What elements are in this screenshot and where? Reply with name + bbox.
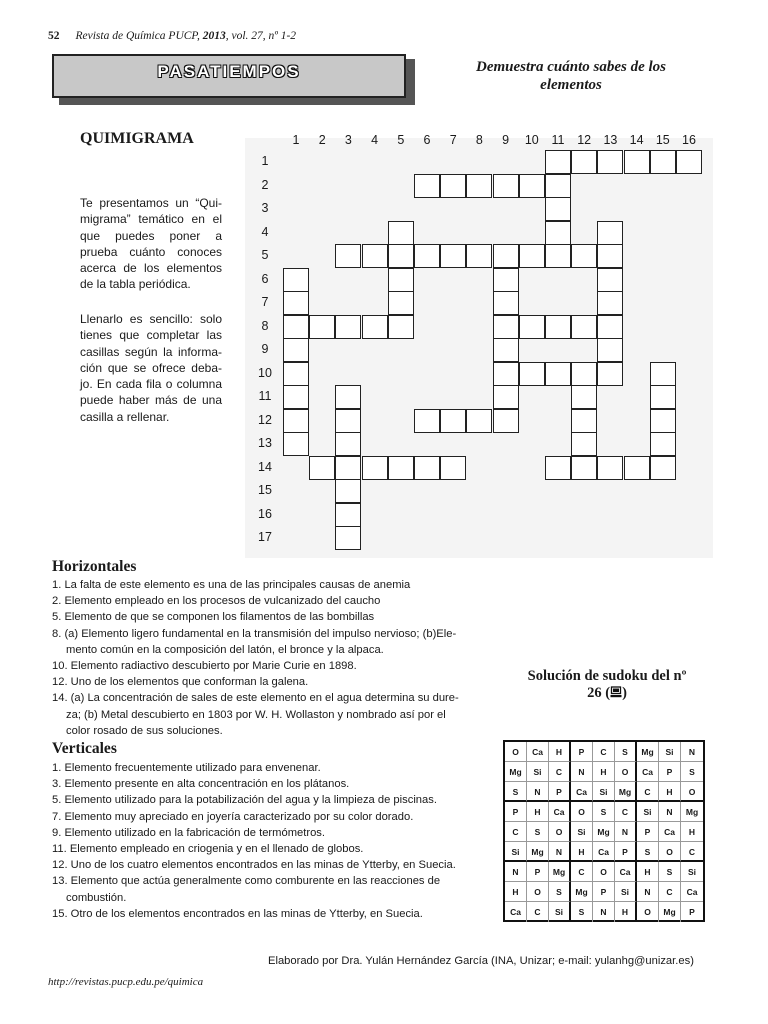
sudoku-cell: Mg — [615, 782, 637, 802]
row-number: 7 — [261, 295, 269, 309]
clue-line: 12. Uno de los cuatro elementos encontrados en las minas de Ytterby, en Suecia. — [52, 859, 456, 872]
crossword-cell[interactable] — [283, 409, 309, 433]
clue-line: 2. Elemento empleado en los procesos de vulcanizado del caucho — [52, 595, 381, 608]
sudoku-cell: Si — [549, 902, 571, 922]
sudoku-cell: Si — [505, 842, 527, 862]
sudoku-cell: Si — [659, 742, 681, 762]
crossword-cell[interactable] — [493, 385, 519, 409]
crossword-cell[interactable] — [283, 315, 309, 339]
crossword-cell[interactable] — [650, 385, 676, 409]
clue-item — [52, 609, 470, 625]
clue-line: combustión. — [66, 891, 127, 904]
sudoku-cell: Ca — [505, 902, 527, 922]
crossword-cell[interactable] — [362, 244, 388, 268]
clue-line: 1. Elemento frecuentemente utilizado para envenenar. — [52, 762, 321, 774]
journal-year: 2013 — [202, 30, 226, 42]
sudoku-cell: N — [637, 882, 659, 902]
column-number: 8 — [475, 133, 483, 147]
clue-line: color rosado de sus soluciones. — [66, 724, 223, 737]
crossword-cell[interactable] — [388, 244, 414, 268]
sudoku-cell: Si — [571, 822, 593, 842]
clue-line: za; (b) Metal descubierto en 1803 por W. H. Wollaston y nombrado así por el — [66, 708, 446, 721]
column-number: 5 — [397, 133, 405, 147]
sudoku-cell: Mg — [593, 822, 615, 842]
clue-item — [52, 841, 470, 857]
crossword-cell[interactable] — [571, 385, 597, 409]
sudoku-cell: H — [615, 902, 637, 922]
computer-icon — [610, 686, 622, 698]
row-number: 11 — [258, 389, 272, 403]
sudoku-cell: Si — [527, 762, 549, 782]
sudoku-title — [498, 668, 716, 702]
row-number: 13 — [258, 436, 272, 450]
crossword-cell[interactable] — [466, 174, 492, 198]
crossword-cell[interactable] — [335, 244, 361, 268]
sudoku-cell: C — [527, 902, 549, 922]
crossword-cell[interactable] — [493, 315, 519, 339]
sudoku-cell: Si — [637, 802, 659, 822]
crossword-cell[interactable] — [571, 362, 597, 386]
sudoku-cell: H — [593, 762, 615, 782]
clue-item — [52, 593, 470, 609]
sudoku-cell: N — [549, 842, 571, 862]
column-number: 12 — [577, 133, 592, 147]
crossword-cell[interactable] — [597, 244, 623, 268]
sudoku-cell: N — [615, 822, 637, 842]
sudoku-cell: S — [593, 802, 615, 822]
sudoku-cell: Ca — [527, 742, 549, 762]
crossword-cell[interactable] — [466, 244, 492, 268]
clue-item — [52, 760, 470, 776]
sudoku-cell: O — [549, 822, 571, 842]
crossword-cell[interactable] — [414, 409, 440, 433]
crossword-cell[interactable] — [493, 174, 519, 198]
sudoku-cell: H — [659, 782, 681, 802]
row-number: 10 — [258, 365, 272, 380]
crossword-cell[interactable] — [283, 432, 309, 456]
sudoku-title-line1: Solución de sudoku del nº — [527, 668, 687, 684]
sudoku-cell: C — [571, 862, 593, 882]
crossword-cell[interactable] — [676, 150, 702, 174]
sudoku-cell: Mg — [637, 742, 659, 762]
crossword-cell[interactable] — [335, 315, 361, 339]
sudoku-title-line2: 26 ( — [587, 685, 611, 701]
sudoku-cell: S — [505, 782, 527, 802]
sudoku-cell: O — [615, 762, 637, 782]
crossword-cell[interactable] — [624, 456, 650, 480]
crossword-cell[interactable] — [624, 150, 650, 174]
row-number: 12 — [258, 412, 272, 427]
crossword-cell[interactable] — [597, 221, 623, 245]
crossword-cell[interactable] — [466, 409, 492, 433]
crossword-background — [245, 138, 713, 558]
crossword-cell[interactable] — [571, 150, 597, 174]
sudoku-cell: P — [615, 842, 637, 862]
crossword-cell[interactable] — [309, 456, 335, 480]
sudoku-cell: Mg — [549, 862, 571, 882]
crossword-cell[interactable] — [519, 244, 545, 268]
clue-line: 8. (a) Elemento ligero fundamental en la transmisión del impulso nervioso; (b)Ele- — [52, 627, 457, 640]
clue-line: 14. (a) La concentración de sales de este elemento en el agua determina su dure- — [52, 692, 459, 705]
crossword-cell[interactable] — [283, 291, 309, 315]
sudoku-cell: Ca — [549, 802, 571, 822]
sudoku-cell: S — [527, 822, 549, 842]
row-number: 17 — [258, 530, 272, 544]
crossword-cell[interactable] — [597, 456, 623, 480]
clue-line: 3. Elemento presente en alta concentración en los plátanos. — [52, 778, 350, 791]
sudoku-cell: Ca — [571, 782, 593, 802]
sudoku-cell: S — [659, 862, 681, 882]
sudoku-cell: S — [571, 902, 593, 922]
crossword-cell[interactable] — [335, 456, 361, 480]
crossword-cell[interactable] — [545, 244, 571, 268]
column-number: 3 — [344, 133, 352, 147]
clue-line: 7. Elemento muy apreciado en joyería caracterizado por su color dorado. — [52, 810, 414, 823]
sudoku-cell: C — [615, 802, 637, 822]
sudoku-cell: P — [571, 742, 593, 762]
crossword-cell[interactable] — [493, 291, 519, 315]
sudoku-cell: O — [571, 802, 593, 822]
crossword-cell[interactable] — [650, 409, 676, 433]
journal-url: http://revistas.pucp.edu.pe/quimica — [48, 976, 204, 988]
crossword-cell[interactable] — [493, 362, 519, 386]
crossword-cell[interactable] — [440, 409, 466, 433]
sudoku-cell: S — [549, 882, 571, 902]
sudoku-cell: H — [527, 802, 549, 822]
crossword-cell[interactable] — [571, 409, 597, 433]
sudoku-cell: H — [571, 842, 593, 862]
sudoku-solution-grid — [503, 740, 705, 922]
crossword-cell[interactable] — [362, 315, 388, 339]
crossword-cell[interactable] — [545, 315, 571, 339]
sudoku-cell: N — [527, 782, 549, 802]
sudoku-cell: Si — [593, 782, 615, 802]
crossword-cell[interactable] — [388, 221, 414, 245]
sudoku-cell: H — [505, 882, 527, 902]
crossword-cell[interactable] — [283, 268, 309, 292]
crossword-cell[interactable] — [309, 315, 335, 339]
sudoku-cell: O — [681, 782, 703, 802]
clue-line: 1. La falta de este elemento es una de las principales causas de anemia — [52, 579, 411, 591]
row-number: 9 — [261, 342, 269, 356]
sudoku-cell: P — [505, 802, 527, 822]
clue-item — [52, 825, 470, 841]
sudoku-cell: Mg — [659, 902, 681, 922]
clue-line: 12. Uno de los elementos que conforman la galena. — [52, 676, 309, 689]
crossword-cell[interactable] — [440, 244, 466, 268]
sudoku-cell: Ca — [681, 882, 703, 902]
crossword-cell[interactable] — [283, 362, 309, 386]
sudoku-cell: C — [637, 782, 659, 802]
crossword-cell[interactable] — [335, 526, 361, 550]
crossword-cell[interactable] — [335, 409, 361, 433]
puzzle-title: QUIMIGRAMA — [80, 130, 194, 147]
crossword-cell[interactable] — [571, 315, 597, 339]
column-number: 6 — [423, 133, 431, 147]
crossword-cell[interactable] — [362, 456, 388, 480]
sudoku-cell: C — [659, 882, 681, 902]
clue-item — [52, 690, 470, 739]
sudoku-cell: O — [659, 842, 681, 862]
column-number: 11 — [551, 133, 565, 147]
crossword-cell[interactable] — [597, 362, 623, 386]
column-number: 13 — [603, 133, 618, 147]
crossword-cell[interactable] — [440, 174, 466, 198]
crossword-cell[interactable] — [335, 479, 361, 503]
clue-item — [52, 873, 470, 905]
sudoku-cell: Ca — [593, 842, 615, 862]
sudoku-cell: Mg — [505, 762, 527, 782]
horizontales-title: Horizontales — [52, 558, 137, 575]
instructions-paragraph: Llenarlo es sencillo: solo tienes que completar las casillas según la informa-ción que se ofrece deba-jo. En cada fila o columna puede haber más de una casilla a rellenar. — [80, 312, 222, 424]
clue-item — [52, 809, 470, 825]
row-number: 4 — [261, 224, 269, 239]
crossword-cell[interactable] — [571, 432, 597, 456]
sudoku-cell: Ca — [637, 762, 659, 782]
sudoku-cell: Si — [615, 882, 637, 902]
crossword-cell[interactable] — [519, 362, 545, 386]
clue-item — [52, 626, 470, 658]
row-number: 15 — [258, 483, 272, 497]
sudoku-cell: S — [637, 842, 659, 862]
row-number: 6 — [261, 271, 269, 286]
crossword-cell[interactable] — [571, 244, 597, 268]
column-number: 16 — [682, 133, 696, 147]
clue-item — [52, 674, 470, 690]
crossword-cell[interactable] — [545, 174, 571, 198]
column-number: 7 — [449, 133, 457, 147]
crossword-cell[interactable] — [414, 244, 440, 268]
sudoku-cell: Mg — [571, 882, 593, 902]
crossword-cell[interactable] — [597, 268, 623, 292]
sudoku-title-close: ) — [622, 685, 627, 701]
sudoku-cell: P — [527, 862, 549, 882]
crossword-cell[interactable] — [414, 456, 440, 480]
crossword-cell[interactable] — [545, 221, 571, 245]
crossword-cell[interactable] — [650, 456, 676, 480]
sudoku-cell: Mg — [527, 842, 549, 862]
crossword-cell[interactable] — [493, 268, 519, 292]
journal-volume: , vol. 27, nº 1-2 — [225, 30, 297, 42]
column-number: 1 — [292, 133, 300, 147]
crossword-cell[interactable] — [388, 291, 414, 315]
sudoku-cell: N — [659, 802, 681, 822]
sudoku-cell: O — [637, 902, 659, 922]
sudoku-cell: Mg — [681, 802, 703, 822]
sudoku-cell: N — [571, 762, 593, 782]
row-number: 8 — [261, 318, 269, 333]
clue-line: 5. Elemento de que se componen los filamentos de las bombillas — [52, 611, 375, 624]
crossword-cell[interactable] — [597, 338, 623, 362]
column-number: 9 — [502, 133, 510, 147]
crossword-cell[interactable] — [283, 338, 309, 362]
row-number: 2 — [261, 177, 269, 192]
tagline: Demuestra cuánto sabes de los elementos — [476, 59, 667, 93]
crossword-cell[interactable] — [388, 456, 414, 480]
crossword-cell[interactable] — [545, 150, 571, 174]
clue-line: 15. Otro de los elementos encontrados en las minas de Ytterby, en Suecia. — [52, 907, 423, 920]
crossword-cell[interactable] — [571, 456, 597, 480]
clue-line: 13. Elemento que actúa generalmente como comburente en las reacciones de — [52, 875, 441, 888]
clue-line: 11. Elemento empleado en criogenia y en el llenado de globos. — [52, 843, 364, 856]
sudoku-cell: P — [637, 822, 659, 842]
sudoku-cell: N — [505, 862, 527, 882]
crossword-cell[interactable] — [493, 244, 519, 268]
page-number: 52 — [48, 30, 60, 42]
sudoku-cell: S — [681, 762, 703, 782]
crossword-cell[interactable] — [493, 409, 519, 433]
author-credit: Elaborado por Dra. Yulán Hernández García (INA, Unizar; e-mail: yulanhg@unizar.es) — [268, 955, 694, 967]
sudoku-cell: Ca — [615, 862, 637, 882]
row-number: 16 — [258, 506, 272, 521]
sudoku-cell: C — [549, 762, 571, 782]
row-number: 5 — [261, 248, 269, 262]
crossword-cell[interactable] — [597, 150, 623, 174]
clue-line: 10. Elemento radiactivo descubierto por Marie Curie en 1898. — [52, 660, 357, 673]
clue-line: 5. Elemento utilizado para la potabilización del agua y la limpieza de piscinas. — [52, 794, 437, 807]
crossword-cell[interactable] — [650, 362, 676, 386]
clue-item — [52, 906, 470, 922]
row-number: 3 — [261, 201, 269, 215]
sudoku-cell: O — [505, 742, 527, 762]
crossword-cell[interactable] — [440, 456, 466, 480]
row-number: 1 — [261, 154, 269, 168]
clue-line: 9. Elemento utilizado en la fabricación de termómetros. — [52, 826, 325, 839]
verticales-title: Verticales — [52, 740, 117, 757]
crossword-cell[interactable] — [388, 268, 414, 292]
sudoku-cell: S — [615, 742, 637, 762]
sudoku-cell: P — [689, 907, 695, 917]
crossword-cell[interactable] — [597, 291, 623, 315]
clue-item — [52, 776, 470, 792]
clue-line: mento común en la composición del latón, el bronce y la alpaca. — [66, 643, 384, 656]
sudoku-cell: C — [593, 742, 615, 762]
column-number: 10 — [524, 133, 539, 147]
crossword-cell[interactable] — [283, 385, 309, 409]
sudoku-cell: C — [505, 822, 527, 842]
crossword-cell[interactable] — [545, 456, 571, 480]
crossword-cell[interactable] — [650, 432, 676, 456]
crossword-cell[interactable] — [650, 150, 676, 174]
sudoku-cell: N — [593, 902, 615, 922]
sudoku-cell: P — [659, 762, 681, 782]
column-number: 15 — [655, 133, 670, 147]
sudoku-cell: H — [681, 822, 703, 842]
crossword-cell[interactable] — [335, 385, 361, 409]
clue-item — [52, 792, 470, 808]
crossword-cell[interactable] — [493, 338, 519, 362]
column-number: 14 — [629, 133, 644, 147]
column-number: 4 — [371, 133, 379, 147]
column-number: 2 — [318, 133, 326, 147]
clue-item — [52, 658, 470, 674]
row-number: 14 — [258, 459, 272, 474]
running-head — [48, 30, 296, 42]
section-title: PASATIEMPOS — [157, 62, 301, 81]
sudoku-cell: O — [593, 862, 615, 882]
sudoku-cell: N — [681, 742, 703, 762]
intro-paragraph: Te presentamos un “Qui-migrama” temático en el que puedes poner a prueba cuánto conoces acerca de los elementos de la tabla periódica. — [80, 196, 222, 292]
journal-name: Revista de Química PUCP, — [75, 30, 203, 42]
sudoku-cell: H — [549, 742, 571, 762]
crossword-cell[interactable] — [597, 315, 623, 339]
crossword-cell[interactable] — [414, 174, 440, 198]
crossword-cell[interactable] — [335, 503, 361, 527]
crossword-cell[interactable] — [545, 362, 571, 386]
sudoku-cell: Si — [681, 862, 703, 882]
sudoku-cell: P — [549, 782, 571, 802]
crossword-cell[interactable] — [335, 432, 361, 456]
crossword-cell[interactable] — [545, 197, 571, 221]
sudoku-cell: H — [637, 862, 659, 882]
clue-item — [52, 577, 470, 593]
clue-item — [52, 857, 470, 873]
sudoku-cell: C — [681, 842, 703, 862]
sudoku-cell: Ca — [659, 822, 681, 842]
crossword-cell[interactable] — [519, 174, 545, 198]
sudoku-cell: P — [593, 882, 615, 902]
crossword-cell[interactable] — [519, 315, 545, 339]
sudoku-cell: O — [527, 882, 549, 902]
crossword-cell[interactable] — [388, 315, 414, 339]
